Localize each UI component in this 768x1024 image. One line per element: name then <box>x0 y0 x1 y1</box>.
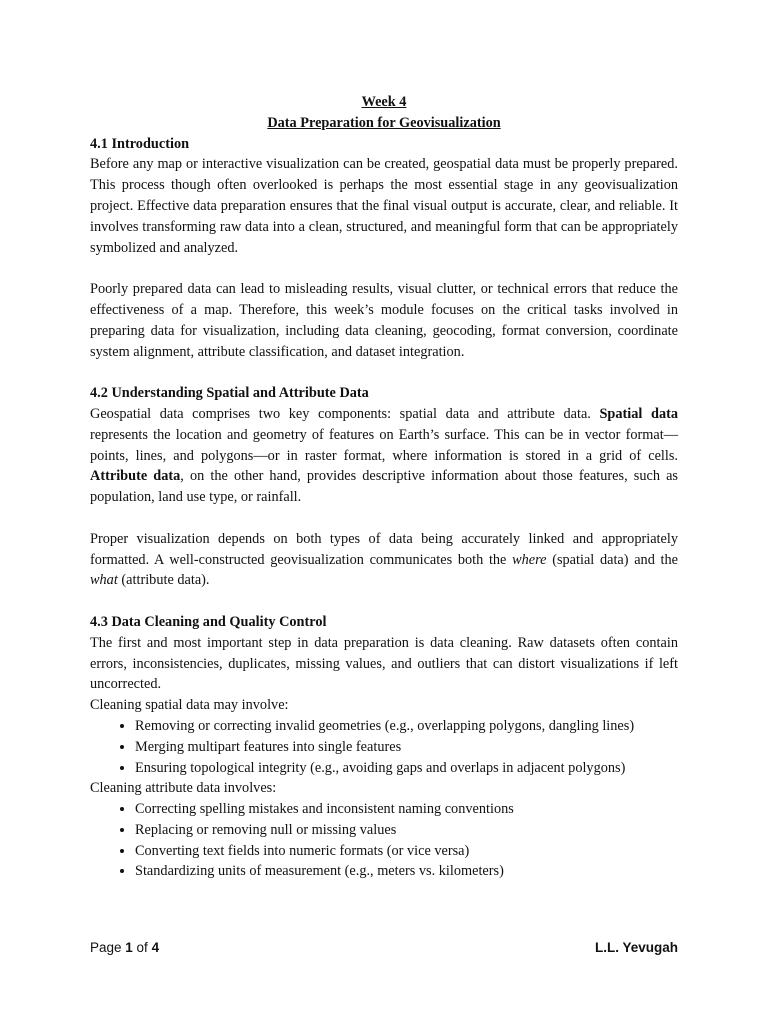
paragraph: Poorly prepared data can lead to misleading results, visual clutter, or technical errors that reduce the effectiveness of a map. Therefore, this week’s module focuses on the critical tasks involved in preparing data for visualization, including data cleaning, geocoding, format conversion, coordinate system alignment, attribute classification, and dataset integration. <box>90 281 678 360</box>
paragraph: The first and most important step in data preparation is data cleaning. Raw datasets often contain errors, inconsistencies, duplicates, missing values, and outliers that can distort visualizations if left uncorrected. <box>90 634 678 693</box>
list-item: • Merging multipart features into single features <box>135 737 678 758</box>
list-item: • Replacing or removing null or missing values <box>135 820 678 841</box>
list-intro: Cleaning spatial data may involve: <box>90 697 289 714</box>
paragraph: Proper visualization depends on both types of data being accurately linked and appropriately formatted. A well-constructed geovisualization communicates both the where (spatial data) and the what (attribute data). <box>90 530 678 589</box>
attribute-cleaning-list <box>90 799 678 882</box>
list-intro: Cleaning attribute data involves: <box>90 780 277 797</box>
section-heading-data-cleaning: 4.3 Data Cleaning and Quality Control <box>90 613 327 630</box>
section-heading-introduction: 4.1 Introduction <box>90 135 190 152</box>
list-item: • Correcting spelling mistakes and inconsistent naming conventions <box>135 799 678 820</box>
page-number: Page 1 of 4 <box>90 940 160 955</box>
list-item: • Converting text fields into numeric formats (or vice versa) <box>135 841 678 862</box>
week-label: Week 4 <box>361 94 407 110</box>
list-item: • Removing or correcting invalid geometries (e.g., overlapping polygons, dangling lines) <box>135 716 678 737</box>
paragraph: Geospatial data comprises two key components: spatial data and attribute data. Spatial data represents the location and geometry of features on Earth’s surface. This can be in vector format—points, lines, and polygons—or in raster format, where information is stored in a grid of cells. Attribute data, on the other hand, provides descriptive information about those features, such as population, land use type, or rainfall. <box>90 405 678 506</box>
spatial-cleaning-list <box>90 716 678 778</box>
page-footer <box>90 940 678 955</box>
document-title: Data Preparation for Geovisualization <box>267 114 501 131</box>
list-item: • Ensuring topological integrity (e.g., avoiding gaps and overlaps in adjacent polygons) <box>135 758 678 779</box>
author-name: L.L. Yevugah <box>594 940 678 955</box>
page-content <box>90 92 678 882</box>
list-item: • Standardizing units of measurement (e.g., meters vs. kilometers) <box>135 861 678 882</box>
section-heading-spatial-attribute: 4.2 Understanding Spatial and Attribute Data <box>90 385 369 402</box>
paragraph: Before any map or interactive visualization can be created, geospatial data must be properly prepared. This process though often overlooked is perhaps the most essential stage in any geovisualization project. Effective data preparation ensures that the final visual output is accurate, clear, and reliable. It involves transforming raw data into a clean, structured, and meaningful form that can be appropriately symbolized and analyzed. <box>90 156 678 256</box>
